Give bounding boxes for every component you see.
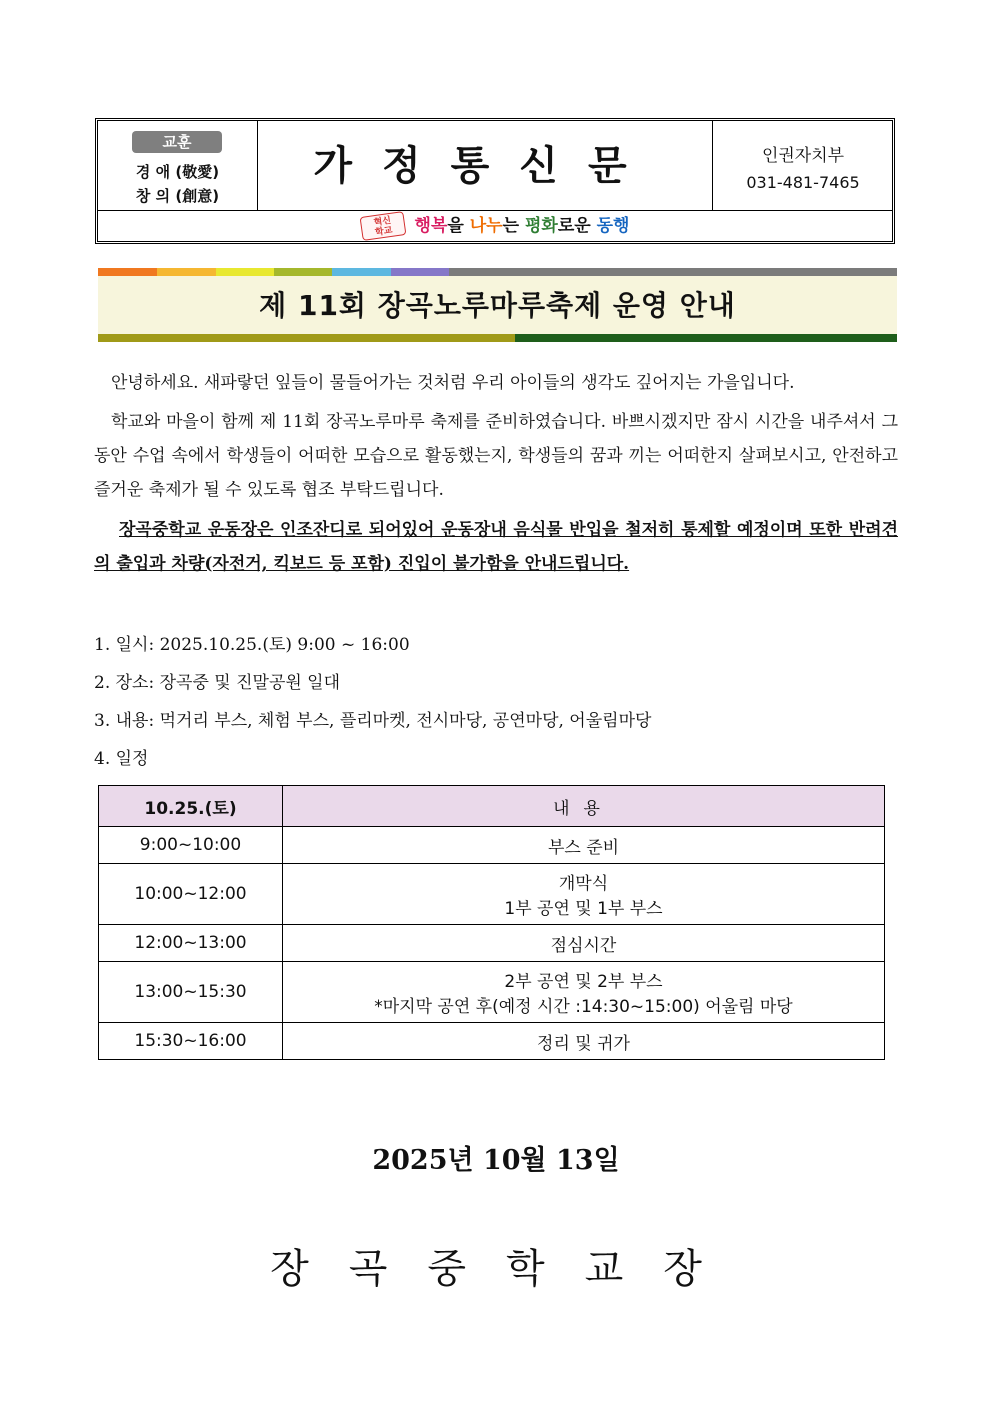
notice-title-banner (98, 268, 897, 343)
row-content: 개막식 1부 공연 및 1부 부스 (283, 864, 885, 925)
slogan-word: 동행 (596, 216, 630, 236)
item-location: 2. 장소: 장곡중 및 진말공원 일대 (94, 673, 341, 693)
header-date: 10.25.(토) (99, 786, 283, 827)
item-schedule: 4. 일정 (94, 749, 149, 769)
slogan-word: 평화 (524, 216, 558, 236)
motto-badge: 교훈 (132, 131, 222, 153)
schedule-table (98, 785, 885, 1060)
restriction-notice: 장곡중학교 운동장은 인조잔디로 되어있어 운동장내 음식물 반입을 철저히 통제할 예정이며 또한 반려견의 출입과 차량(자전거, 킥보드 등 포함) 진입이 불가함을 안내드립니다. (94, 520, 898, 574)
issue-date: 2025년 10월 13일 (372, 1145, 620, 1176)
newsletter-title: 가정통신문 (313, 142, 657, 189)
innovation-school-stamp-icon: 혁신 학교 (359, 211, 406, 241)
slogan-word: 는 (502, 216, 525, 236)
school-motto (98, 121, 258, 210)
contact-info (712, 121, 893, 210)
table-row (99, 962, 885, 1023)
department-name: 인권자치부 (761, 146, 845, 166)
table-header-row (99, 786, 885, 827)
row-content: 정리 및 귀가 (283, 1023, 885, 1060)
newsletter-header (95, 118, 895, 244)
motto-line-1: 경 애 (敬愛) (135, 163, 220, 181)
item-content: 3. 내용: 먹거리 부스, 체험 부스, 플리마켓, 전시마당, 공연마당, 어울림마당 (94, 711, 652, 731)
greeting-paragraph: 안녕하세요. 새파랗던 잎들이 물들어가는 것처럼 우리 아이들의 생각도 깊어지는 가을입니다. (111, 373, 795, 393)
row-content: 점심시간 (283, 925, 885, 962)
row-content: 부스 준비 (283, 827, 885, 864)
rainbow-stripe (98, 268, 897, 276)
slogan-word: 로운 (557, 216, 597, 236)
school-slogan (98, 210, 892, 242)
row-time: 15:30~16:00 (99, 1023, 283, 1060)
item-datetime: 1. 일시: 2025.10.25.(토) 9:00 ~ 16:00 (94, 635, 410, 655)
festival-paragraph: 학교와 마을이 함께 제 11회 장곡노루마루 축제를 준비하였습니다. 바쁘시겠지만 잠시 시간을 내주셔서 그동안 수업 속에서 학생들이 어떠한 모습으로 활동했는지, 학생들의 꿈과 끼는 어떠한지 살펴보시고, 안전하고 즐거운 축제가 될 수 있도록 협조 부탁드립니다. (94, 412, 898, 500)
slogan-word: 행복 (414, 216, 448, 236)
notice-title: 제 11회 장곡노루마루축제 운영 안내 (259, 289, 736, 322)
motto-line-2: 창 의 (創意) (135, 187, 220, 205)
table-row (99, 864, 885, 925)
row-time: 10:00~12:00 (99, 864, 283, 925)
row-time: 13:00~15:30 (99, 962, 283, 1023)
signer: 장곡중학교장 (270, 1246, 742, 1292)
header-content: 내용 (283, 786, 885, 827)
table-row (99, 1023, 885, 1060)
table-row (99, 827, 885, 864)
slogan-word: 나누 (469, 216, 503, 236)
slogan-word: 을 (447, 216, 470, 236)
row-content: 2부 공연 및 2부 부스 *마지막 공연 후(예정 시간 :14:30~15:00) 어울림 마당 (283, 962, 885, 1023)
phone-number: 031-481-7465 (746, 173, 860, 192)
table-row (99, 925, 885, 962)
row-time: 9:00~10:00 (99, 827, 283, 864)
bottom-stripe (98, 334, 897, 342)
row-time: 12:00~13:00 (99, 925, 283, 962)
